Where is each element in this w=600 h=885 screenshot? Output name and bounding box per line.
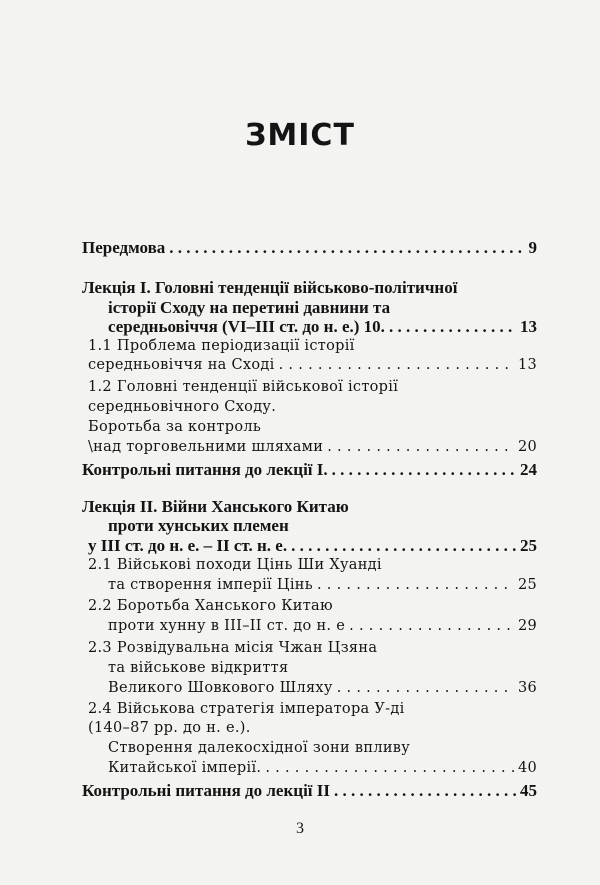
toc-leader xyxy=(169,238,524,258)
toc-entry-lecture-2-line-2[interactable] xyxy=(108,516,537,538)
toc-leader xyxy=(332,460,516,480)
toc-page-number: 29 xyxy=(517,618,537,634)
page-title: ЗМІСТ xyxy=(245,118,355,153)
toc-entry-preface[interactable] xyxy=(82,238,537,260)
toc-entry-2-1-line-1[interactable] xyxy=(88,557,537,579)
toc-entry-text: проти хунських племен xyxy=(108,516,289,535)
toc-page-number: 9 xyxy=(528,238,537,257)
toc-leader xyxy=(349,618,514,634)
toc-entry-text: Лекція І. Головні тенденції військово-політичної xyxy=(82,278,458,297)
toc-entry-2-3-line-2[interactable] xyxy=(108,660,537,682)
toc-leader xyxy=(279,357,514,373)
toc-entry-2-2-line-2[interactable] xyxy=(108,618,537,640)
toc-leader xyxy=(337,680,514,696)
toc-entry-text: Боротьба за контроль xyxy=(88,419,262,435)
toc-entry-1-2-line-1[interactable] xyxy=(88,379,537,401)
toc-leader xyxy=(334,781,516,801)
toc-page-number: 24 xyxy=(520,460,537,479)
toc-entry-lecture-1-line-3[interactable] xyxy=(108,317,537,339)
toc-entry-text: Великого Шовкового Шляху xyxy=(108,680,333,696)
toc-entry-text: 2.3 Розвідувальна місія Чжан Цзяна xyxy=(88,640,378,656)
toc-entry-text: середньовіччя на Сході xyxy=(88,357,275,373)
toc-entry-text: та військове відкриття xyxy=(108,660,289,676)
toc-page-number: 25 xyxy=(517,577,537,593)
toc-page-number: 25 xyxy=(520,536,537,555)
toc-entry-text: \над торговельними шляхами xyxy=(88,439,324,455)
toc-page-number: 20 xyxy=(517,439,537,455)
toc-entry-text: 2.2 Боротьба Ханського Китаю xyxy=(88,598,333,614)
toc-entry-lecture-2-line-3[interactable] xyxy=(88,536,537,558)
toc-entry-text: 2.1 Військові походи Цінь Ши Хуанді xyxy=(88,557,382,573)
toc-entry-2-4-line-4[interactable] xyxy=(108,760,537,782)
toc-leader xyxy=(327,439,514,455)
toc-entry-2-4-line-2[interactable] xyxy=(88,720,537,742)
toc-page-number: 45 xyxy=(520,781,537,800)
toc-page-number: 36 xyxy=(517,680,537,696)
toc-entry-questions-1[interactable] xyxy=(82,460,537,482)
toc-entry-1-2-line-3[interactable] xyxy=(88,419,537,441)
toc-entry-text: історії Сходу на перетині давнини та xyxy=(108,298,391,317)
toc-entry-text: середньовічного Сходу. xyxy=(88,399,277,415)
toc-entry-text: 2.4 Військова стратегія імператора У-ді xyxy=(88,701,405,717)
toc-entry-2-1-line-2[interactable] xyxy=(108,577,537,599)
toc-entry-text: 1.1 Проблема періодизації історії xyxy=(88,338,355,354)
toc-page-number: 13 xyxy=(520,317,537,336)
toc-entry-text: та створення імперії Цінь xyxy=(108,577,313,593)
toc-entry-2-4-line-3[interactable] xyxy=(108,740,537,762)
toc-entry-text: 1.2 Головні тенденції військової історії xyxy=(88,379,399,395)
toc-entry-text: Китайської імперії. xyxy=(108,760,262,776)
page-number: 3 xyxy=(296,820,304,837)
toc-entry-text: проти хунну в ІІІ–ІІ ст. до н. е xyxy=(108,618,346,634)
toc-page-number: 40 xyxy=(517,760,537,776)
toc-entry-1-2-line-2[interactable] xyxy=(88,399,537,421)
toc-entry-1-1-line-2[interactable] xyxy=(88,357,537,379)
toc-entry-text: (140–87 рр. до н. е.). xyxy=(88,720,251,736)
toc-entry-1-2-line-4[interactable] xyxy=(88,439,537,461)
toc-entry-lecture-1-line-1[interactable] xyxy=(82,278,537,300)
toc-entry-2-2-line-1[interactable] xyxy=(88,598,537,620)
toc-entry-2-3-line-3[interactable] xyxy=(108,680,537,702)
toc-leader xyxy=(265,760,514,776)
toc-entry-text: у ІІІ ст. до н. е. – ІІ ст. н. е. xyxy=(88,536,288,555)
toc-entry-text: Контрольні питання до лекції ІІ xyxy=(82,781,330,800)
toc-leader xyxy=(317,577,514,593)
toc-leader xyxy=(389,317,516,337)
toc-entry-2-3-line-1[interactable] xyxy=(88,640,537,662)
toc-entry-text: Передмова xyxy=(82,238,166,257)
toc-entry-text: Лекція ІІ. Війни Ханського Китаю xyxy=(82,497,349,516)
toc-entry-questions-2[interactable] xyxy=(82,781,537,803)
toc-leader xyxy=(291,536,516,556)
toc-page-number: 13 xyxy=(517,357,537,373)
toc-entry-text: Контрольні питання до лекції І. xyxy=(82,460,328,479)
toc-entry-text: Створення далекосхідної зони впливу xyxy=(108,740,411,756)
toc-entry-text: середньовіччя (VI–III ст. до н. е.) 10. xyxy=(108,317,385,336)
